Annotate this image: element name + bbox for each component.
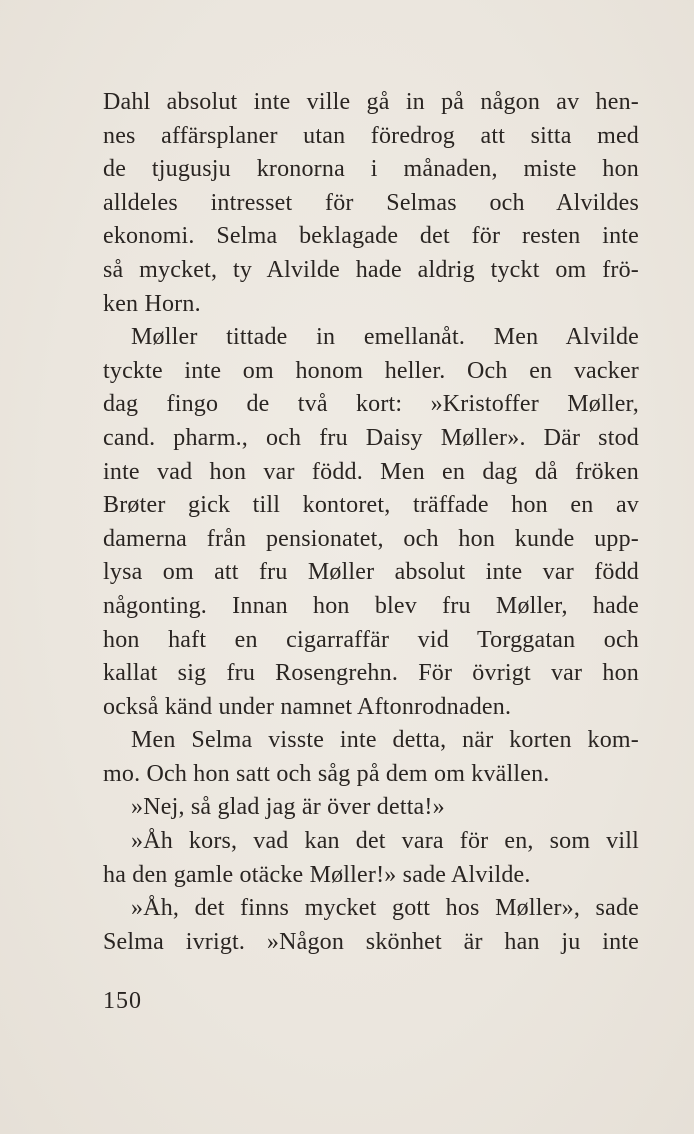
text-line: någonting. Innan hon blev fru Møller, hade xyxy=(103,592,639,619)
text-line: hon haft en cigarraffär vid Torggatan och xyxy=(103,626,639,653)
text-line: dag fingo de två kort: »Kristoffer Møller, xyxy=(103,391,639,418)
paragraph-2 xyxy=(103,321,639,724)
text-line: ha den gamle otäcke Møller!» sade Alvilde. xyxy=(103,861,531,888)
text-line: nes affärsplaner utan föredrog att sitta med xyxy=(103,122,639,149)
text-line: »Nej, så glad jag är över detta!» xyxy=(131,794,445,821)
text-line: »Åh kors, vad kan det vara för en, som vill xyxy=(131,828,639,855)
text-line: kallat sig fru Rosengrehn. För övrigt var hon xyxy=(103,660,639,687)
text-line: Selma ivrigt. »Någon skönhet är han ju inte xyxy=(103,928,639,955)
paragraph-3 xyxy=(103,724,639,791)
paragraph-5 xyxy=(103,825,639,892)
page-number: 150 xyxy=(103,988,142,1014)
text-line: Brøter gick till kontoret, träffade hon en av xyxy=(103,492,639,519)
text-line: tyckte inte om honom heller. Och en vacker xyxy=(103,357,639,384)
text-line: också känd under namnet Aftonrodnaden. xyxy=(103,693,512,720)
text-line: ekonomi. Selma beklagade det för resten inte xyxy=(103,223,639,250)
paragraph-1 xyxy=(103,86,639,321)
text-line: de tjugusju kronorna i månaden, miste hon xyxy=(103,156,639,183)
text-line: lysa om att fru Møller absolut inte var född xyxy=(103,559,639,586)
text-line: inte vad hon var född. Men en dag då fröken xyxy=(103,458,639,485)
text-line: Men Selma visste inte detta, när korten kom- xyxy=(131,727,639,754)
text-line: »Åh, det finns mycket gott hos Møller», sade xyxy=(131,895,639,922)
text-line: cand. pharm., och fru Daisy Møller». Där stod xyxy=(103,424,639,451)
text-line: alldeles intresset för Selmas och Alvildes xyxy=(103,189,639,216)
text-line: Dahl absolut inte ville gå in på någon av hen- xyxy=(103,89,639,115)
text-line: så mycket, ty Alvilde hade aldrig tyckt om frö- xyxy=(103,256,639,283)
paragraph-4 xyxy=(103,791,639,825)
paragraph-6 xyxy=(103,892,639,959)
body-text xyxy=(103,86,639,959)
text-line: Møller tittade in emellanåt. Men Alvilde xyxy=(131,324,639,351)
text-line: ken Horn. xyxy=(103,290,201,317)
text-line: damerna från pensionatet, och hon kunde upp- xyxy=(103,525,639,552)
text-line: mo. Och hon satt och såg på dem om kvällen. xyxy=(103,760,550,787)
